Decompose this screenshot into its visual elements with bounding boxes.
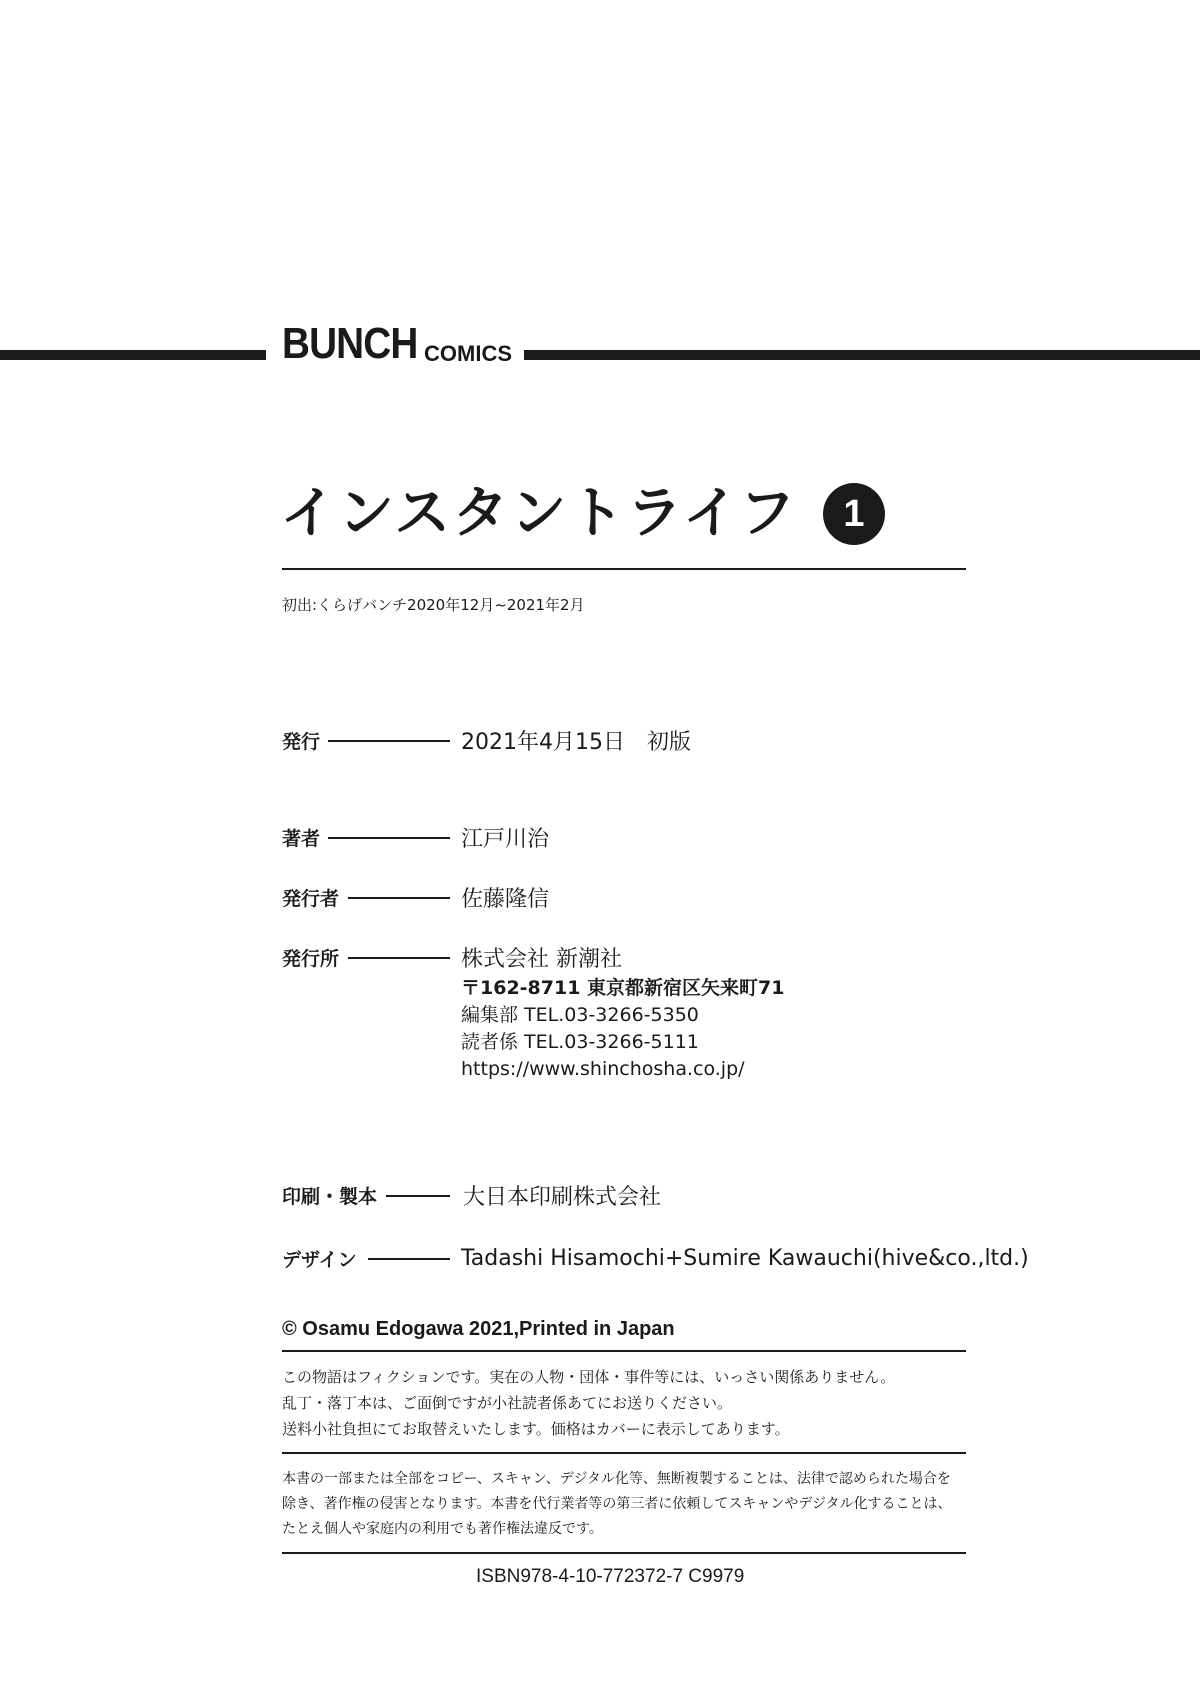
publisher-address: 〒162-8711 東京都新宿区矢来町71 — [461, 977, 785, 999]
volume-badge: 1 — [823, 483, 885, 545]
leader-line — [328, 837, 450, 839]
editorial-phone: 編集部 TEL.03-3266-5350 — [461, 1004, 699, 1026]
publisher-label: 発行者 — [282, 888, 340, 910]
author-row — [282, 822, 549, 853]
author-value: 江戸川治 — [461, 827, 550, 852]
copyright-notice-line: 本書の一部または全部をコピー、スキャン、デジタル化等、無断複製することは、法律で認められた場合を — [282, 1471, 951, 1487]
copyright-notice-line: たとえ個人や家庭内の利用でも著作権法違反です。 — [282, 1521, 603, 1537]
printing-value: 大日本印刷株式会社 — [463, 1185, 662, 1210]
header-rule-left — [0, 350, 266, 360]
issue-label: 発行 — [282, 731, 321, 753]
isbn-rule — [282, 1552, 966, 1554]
notice-line: 送料小社負担にてお取替えいたします。価格はカバーに表示してあります。 — [282, 1420, 790, 1438]
leader-line — [368, 1258, 450, 1260]
issue-value: 2021年4月15日 初版 — [461, 730, 691, 755]
leader-line — [328, 740, 450, 742]
leader-line — [348, 957, 450, 959]
title-rule — [282, 568, 966, 570]
publisher-url: https://www.shinchosha.co.jp/ — [461, 1058, 745, 1080]
header-rule-right — [524, 350, 1200, 360]
publishing-house-value: 株式会社 新潮社 — [461, 947, 622, 972]
book-title: インスタントライフ — [280, 481, 797, 546]
copyright-rule — [282, 1350, 966, 1352]
design-value: Tadashi Hisamochi+Sumire Kawauchi(hive&co.,ltd.) — [461, 1246, 1029, 1271]
copyright-line: © Osamu Edogawa 2021,Printed in Japan — [282, 1318, 675, 1340]
publisher-value: 佐藤隆信 — [461, 887, 550, 912]
publisher-row — [282, 882, 549, 913]
brand-main: BUNCH — [282, 319, 418, 368]
notice-line: 乱丁・落丁本は、ご面倒ですが小社読者係あてにお送りください。 — [282, 1394, 733, 1412]
brand-sub: COMICS — [424, 341, 512, 366]
publishing-house-row — [282, 942, 622, 973]
reader-phone: 読者係 TEL.03-3266-5111 — [461, 1031, 699, 1053]
notice-line: この物語はフィクションです。実在の人物・団体・事件等には、いっさい関係ありません。 — [282, 1368, 896, 1386]
publishing-house-label: 発行所 — [282, 948, 340, 970]
issue-row — [282, 725, 691, 756]
first-publication: 初出:くらげバンチ2020年12月~2021年2月 — [282, 596, 585, 614]
copyright-notice-line: 除き、著作権の侵害となります。本書を代行業者等の第三者に依頼してスキャンやデジタル化することは、 — [282, 1496, 952, 1512]
leader-line — [348, 897, 450, 899]
book-title-block — [280, 482, 885, 546]
author-label: 著者 — [282, 828, 321, 850]
publisher-logo — [282, 319, 512, 368]
leader-line — [386, 1195, 450, 1197]
design-label: デザイン — [282, 1249, 357, 1271]
printing-label: 印刷・製本 — [282, 1186, 378, 1208]
design-row — [282, 1245, 1029, 1272]
isbn: ISBN978-4-10-772372-7 C9979 — [476, 1566, 745, 1587]
printing-row — [282, 1180, 661, 1211]
notice-rule — [282, 1452, 966, 1454]
